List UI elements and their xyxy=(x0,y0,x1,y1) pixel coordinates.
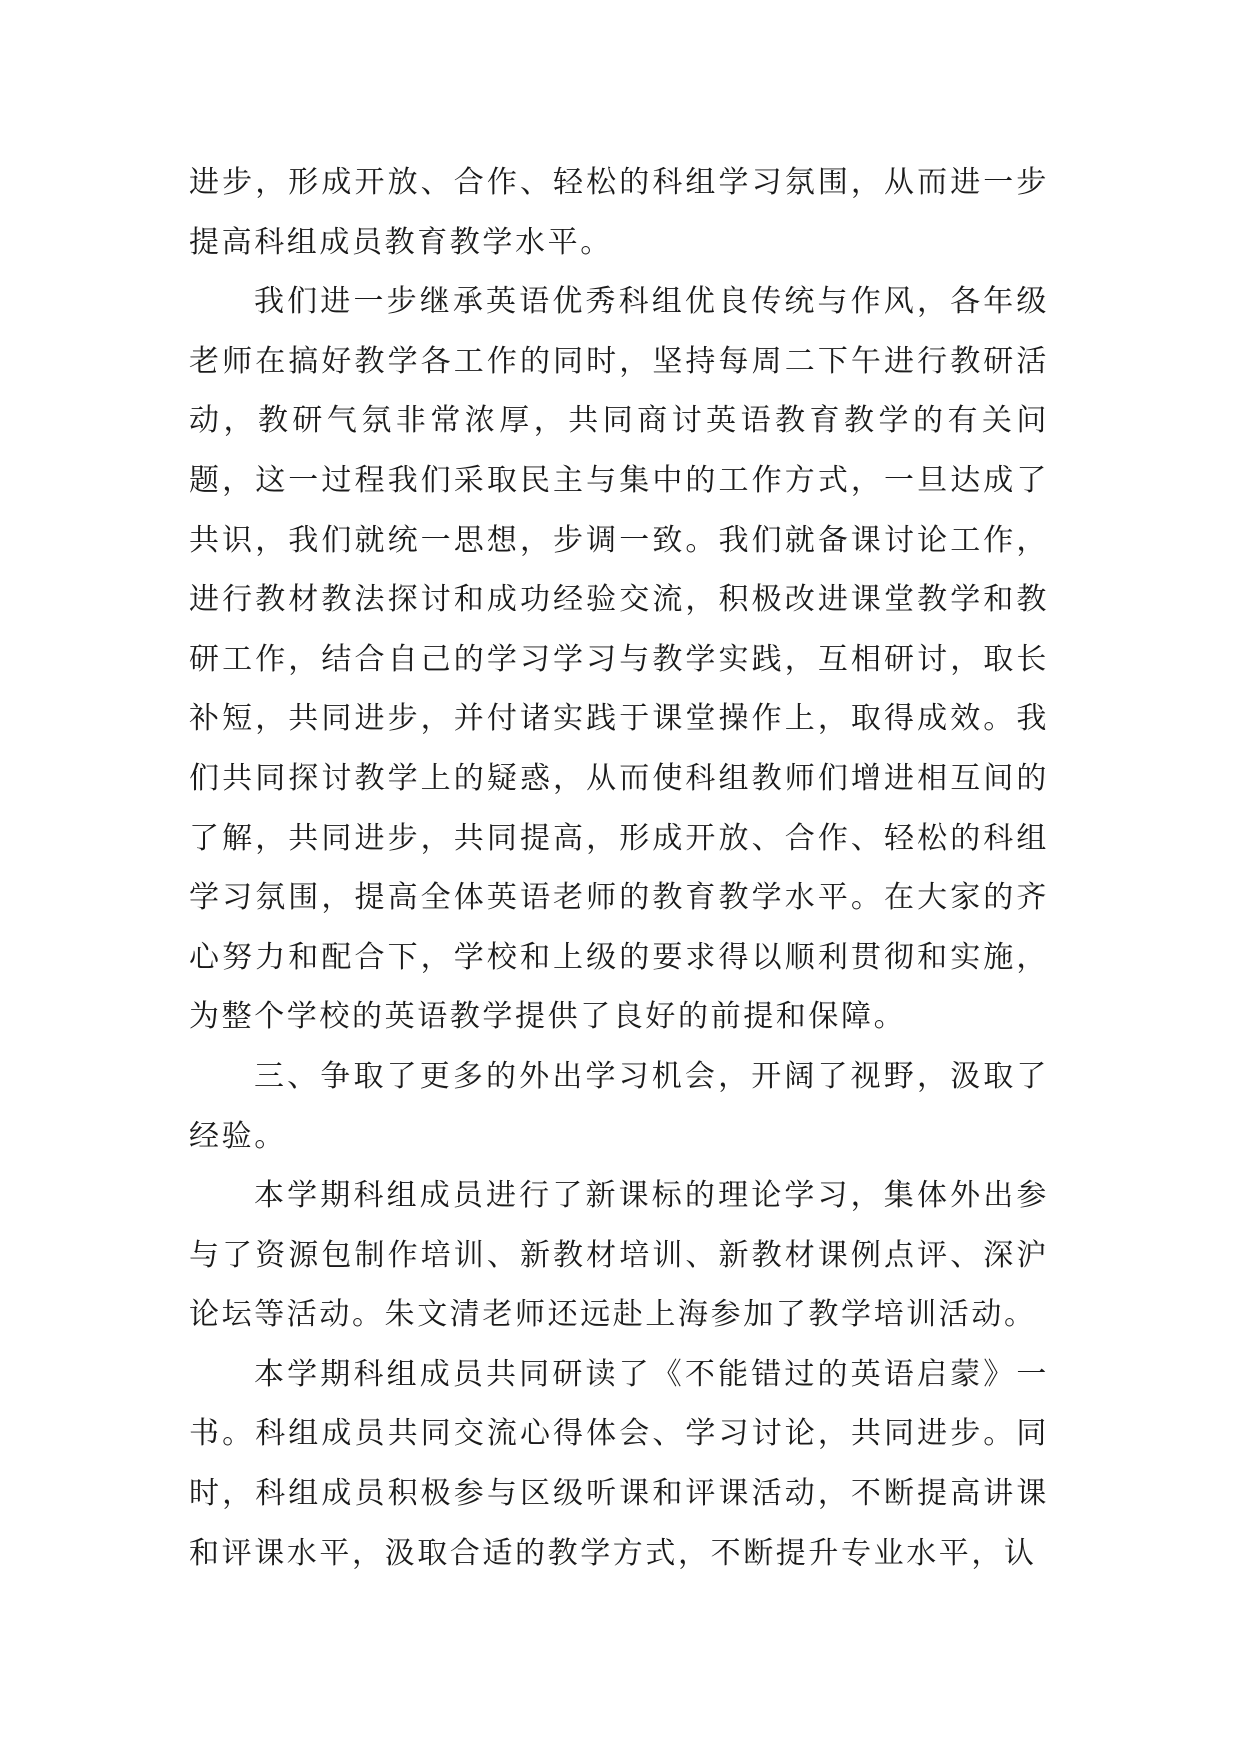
paragraph-5: 本学期科组成员共同研读了《不能错过的英语启蒙》一书。科组成员共同交流心得体会、学习讨论，共同进步。同时，科组成员积极参与区级听课和评课活动，不断提高讲课和评课水平，汲取合适的教学方式，不断提升专业水平，认 xyxy=(189,1356,1049,1571)
paragraph-3-heading: 三、争取了更多的外出学习机会，开阔了视野，汲取了经验。 xyxy=(189,1058,1049,1154)
paragraph-4: 本学期科组成员进行了新课标的理论学习，集体外出参与了资源包制作培训、新教材培训、新教材课例点评、深沪论坛等活动。朱文清老师还远赴上海参加了教学培训活动。 xyxy=(189,1178,1049,1333)
document-body xyxy=(189,153,1049,1583)
paragraph-1: 进步，形成开放、合作、轻松的科组学习氛围，从而进一步提高科组成员教育教学水平。 xyxy=(189,165,1049,260)
paragraph-2: 我们进一步继承英语优秀科组优良传统与作风，各年级老师在搞好教学各工作的同时，坚持每周二下午进行教研活动，教研气氛非常浓厚，共同商讨英语教育教学的有关问题，这一过程我们采取民主与集中的工作方式，一旦达成了共识，我们就统一思想，步调一致。我们就备课讨论工作，进行教材教法探讨和成功经验交流，积极改进课堂教学和教研工作，结合自己的学习学习与教学实践，互相研讨，取长补短，共同进步，并付诸实践于课堂操作上，取得成效。我们共同探讨教学上的疑惑，从而使科组教师们增进相互间的了解，共同进步，共同提高，形成开放、合作、轻松的科组学习氛围，提高全体英语老师的教育教学水平。在大家的齐心努力和配合下，学校和上级的要求得以顺利贯彻和实施，为整个学校的英语教学提供了良好的前提和保障。 xyxy=(189,284,1049,1035)
